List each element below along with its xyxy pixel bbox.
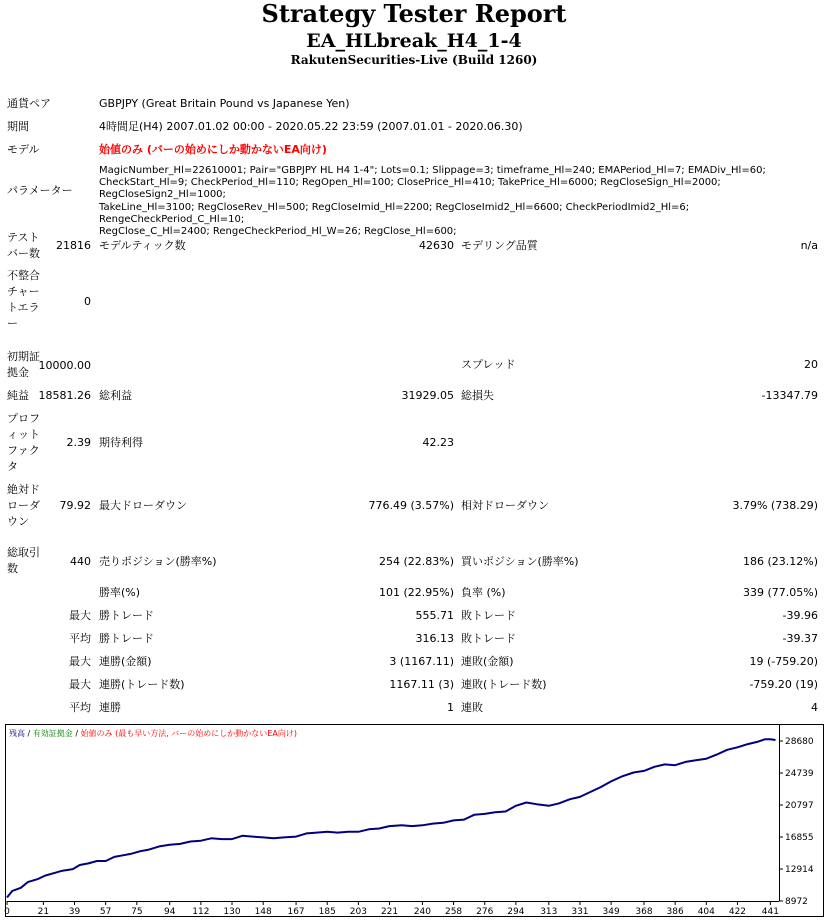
consec-loss-money-label: 連敗(金額): [461, 655, 514, 668]
params-label: パラメーター: [7, 184, 73, 197]
pair-label: 通貨ペア: [7, 97, 51, 110]
x-tick-label: 404: [697, 907, 715, 917]
x-tick-label: 130: [223, 907, 241, 917]
consec-loss-trades-label: 連敗(トレード数): [461, 678, 547, 691]
x-tick-label: 331: [571, 907, 589, 917]
balance-chart: [5, 724, 824, 917]
largest-win-label: 勝トレード: [99, 609, 154, 622]
avg-consec-win-value: 1: [447, 701, 454, 714]
period-value: 4時間足(H4) 2007.01.02 00:00 - 2020.05.22 23:59 (2007.01.01 - 2020.06.30): [99, 120, 523, 133]
model-label: モデル: [7, 143, 40, 156]
net-profit-label: 純益: [7, 389, 29, 402]
avg-win-value: 316.13: [415, 632, 454, 645]
param-line: MagicNumber_Hl=22610001; Pair="GBPJPY HL H4 1-4"; Lots=0.1; Slippage=3; timeframe_Hl=240; EMAPeriod_Hl=7; EMADiv_Hl=60;: [99, 165, 766, 176]
test-bars-value: 21816: [56, 239, 91, 252]
gross-loss-value: -13347.79: [761, 389, 818, 402]
y-tick-label: 20797: [785, 800, 814, 811]
x-tick-label: 148: [254, 907, 272, 917]
y-tick-label: 28680: [785, 736, 814, 747]
x-tick-label: 276: [476, 907, 494, 917]
server-build: RakutenSecurities-Live (Build 1260): [290, 53, 538, 67]
y-tick-label: 8972: [785, 897, 808, 907]
loss-rate-value: 339 (77.05%): [742, 586, 818, 599]
long-positions-value: 186 (23.12%): [742, 555, 818, 568]
abs-drawdown-label: 絶対ド ローダ ウン: [7, 483, 40, 528]
legend-entry: /: [72, 729, 81, 738]
x-tick-label: 112: [192, 907, 210, 917]
param-line: TakeLine_Hl=3100; RegCloseRev_Hl=500; RegCloseImid_Hl=2200; RegCloseImid2_Hl=6600; CheckPeriodImid2_Hl=6; RengeCheckPeriod_C_Hl=10;: [99, 201, 690, 225]
test-bars-label: テスト バー数: [7, 231, 40, 260]
short-positions-value: 254 (22.83%): [378, 555, 454, 568]
x-tick-label: 294: [507, 907, 525, 917]
x-tick-label: 203: [349, 907, 367, 917]
rel-drawdown-value: 3.79% (738.29): [732, 499, 818, 512]
consec-loss-trades-value: -759.20 (19): [749, 678, 818, 691]
mismatch-value: 0: [84, 295, 91, 308]
consec-win-trades-value: 1167.11 (3): [389, 678, 454, 691]
x-tick-label: 57: [99, 907, 112, 917]
abs-drawdown-value: 79.92: [59, 499, 91, 512]
x-tick-label: 21: [37, 907, 50, 917]
x-tick-label: 441: [761, 907, 779, 917]
x-tick-label: 349: [602, 907, 620, 917]
gross-profit-value: 31929.05: [401, 389, 454, 402]
model-ticks-label: モデルティック数: [99, 239, 186, 252]
mismatch-label: 不整合 チャー トエラ ー: [7, 269, 40, 330]
largest-label: 最大: [69, 609, 91, 622]
largest-win-value: 555.71: [415, 609, 454, 622]
rel-drawdown-label: 相対ドローダウン: [461, 499, 549, 512]
short-positions-label: 売りポジション(勝率%): [99, 555, 217, 568]
avg-loss-label: 敗トレード: [461, 632, 516, 645]
consec-win-money-label: 連勝(金額): [99, 655, 152, 668]
param-line: CheckStart_Hl=9; CheckPeriod_Hl=110; RegOpen_Hl=100; ClosePrice_Hl=410; TakePrice_Hl=6000; RegCloseSign_Hl=2000; RegCloseSign2_Hl=1000;: [99, 177, 721, 201]
profit-factor-value: 2.39: [66, 436, 91, 449]
period-label: 期間: [7, 120, 29, 133]
spread-value: 20: [804, 358, 818, 371]
win-rate-value: 101 (22.95%): [378, 586, 454, 599]
x-tick-label: 240: [413, 907, 432, 917]
parameters: [99, 165, 819, 238]
x-tick-label: 185: [318, 907, 336, 917]
max-consec-label: 最大: [69, 655, 91, 668]
legend-entry: 残高: [9, 729, 25, 738]
win-rate-label: 勝率(%): [99, 586, 141, 599]
x-tick-label: 0: [4, 907, 10, 917]
x-tick-label: 386: [666, 907, 684, 917]
x-tick-label: 167: [287, 907, 305, 917]
max-consec-trades-label: 最大: [69, 678, 91, 691]
consec-win-trades-label: 連勝(トレード数): [99, 678, 185, 691]
consec-win-money-value: 3 (1167.11): [389, 655, 454, 668]
x-tick-label: 258: [444, 907, 463, 917]
report-title: Strategy Tester Report: [261, 0, 567, 28]
avg-loss-value: -39.37: [782, 632, 818, 645]
expected-payoff-label: 期待利得: [99, 436, 143, 449]
x-tick-label: 39: [68, 907, 81, 917]
avg-consec-win-label: 連勝: [99, 701, 121, 714]
largest-loss-value: -39.96: [782, 609, 818, 622]
initial-deposit-label: 初期証 拠金: [7, 350, 40, 379]
gross-loss-label: 総損失: [461, 389, 494, 402]
loss-rate-label: 負率 (%): [461, 586, 506, 599]
model-ticks-value: 42630: [419, 239, 454, 252]
model-quality-label: モデリング品質: [461, 239, 538, 252]
model-value: 始値のみ (バーの始めにしか動かないEA向け): [99, 143, 327, 156]
consec-loss-money-value: 19 (-759.20): [749, 655, 818, 668]
param-line: RegClose_C_Hl=2400; RengeCheckPeriod_Hl_W=26; RegClose_Hl=600;: [99, 226, 457, 238]
net-profit-value: 18581.26: [38, 389, 91, 402]
y-tick-label: 16855: [785, 832, 814, 843]
average-label: 平均: [69, 632, 91, 645]
x-tick-label: 368: [635, 907, 653, 917]
y-tick-label: 12914: [785, 864, 814, 875]
max-drawdown-value: 776.49 (3.57%): [368, 499, 454, 512]
avg-consec-loss-value: 4: [811, 701, 818, 714]
x-tick-label: 94: [163, 907, 176, 917]
profit-factor-label: プロフ ィット ファク タ: [7, 412, 40, 473]
model-quality-value: n/a: [800, 239, 818, 252]
initial-deposit-value: 10000.00: [38, 359, 91, 372]
y-tick-label: 24739: [785, 768, 814, 779]
max-drawdown-label: 最大ドローダウン: [99, 499, 187, 512]
legend-entry: 始値のみ (最も早い方法, バーの始めにしか動かないEA向け): [80, 729, 297, 738]
x-tick-label: 422: [728, 907, 747, 917]
expected-payoff-value: 42.23: [422, 436, 454, 449]
avg-consec-loss-label: 連敗: [461, 701, 483, 714]
legend-entry: /: [25, 729, 33, 738]
x-tick-label: 221: [380, 907, 399, 917]
chart-frame: [6, 725, 824, 917]
spread-label: スプレッド: [461, 358, 516, 371]
long-positions-label: 買いポジション(勝率%): [461, 555, 579, 568]
total-trades-label: 総取引 数: [7, 546, 40, 575]
largest-loss-label: 敗トレード: [461, 609, 516, 622]
gross-profit-label: 総利益: [99, 389, 132, 402]
x-tick-label: 313: [540, 907, 558, 917]
pair-value: GBPJPY (Great Britain Pound vs Japanese Yen): [99, 97, 350, 110]
legend-entry: 有効証拠金: [32, 729, 73, 738]
avg-win-label: 勝トレード: [99, 632, 154, 645]
avg-consec-label: 平均: [69, 701, 91, 714]
total-trades-value: 440: [70, 555, 91, 568]
x-tick-label: 75: [131, 907, 143, 917]
chart-legend: [9, 728, 297, 738]
ea-name: EA_HLbreak_H4_1-4: [306, 30, 522, 52]
